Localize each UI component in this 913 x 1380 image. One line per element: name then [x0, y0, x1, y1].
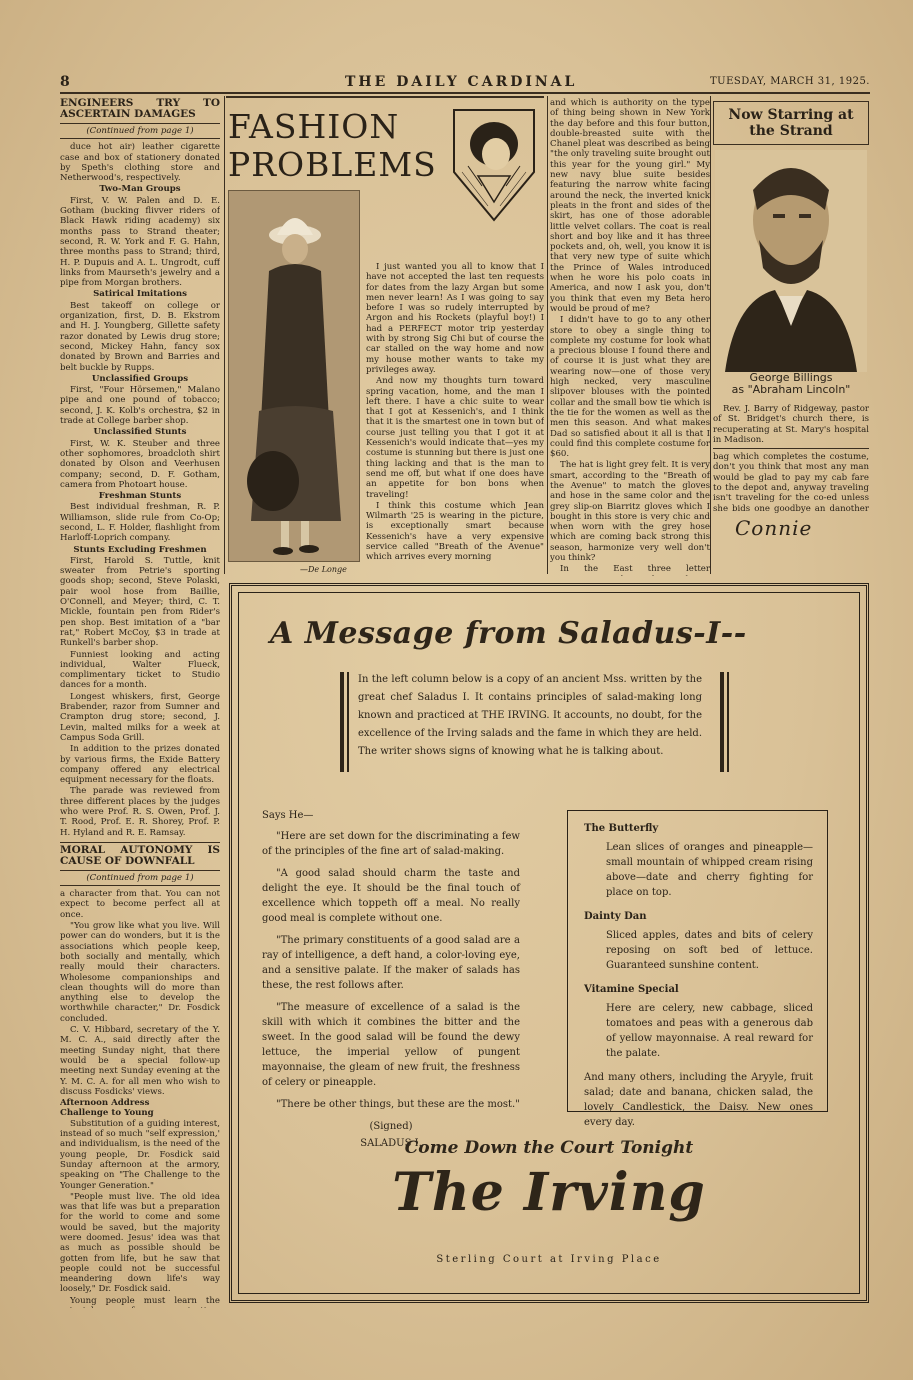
- article-paragraph: bag which completes the costume, don't you think that most any man would be glad to pay my cab fare to the depot and, anyway traveling isn't traveling for the co-ed unless she bids one goodbye an danother: [713, 452, 869, 514]
- article-paragraph: Best takeoff on college or organization, first, D. B. Ekstrom and H. J. Youngberg, Gillette safety razor donated by Lewis drug store; second, Mickey Hahn, fancy sox donated by Brown and Barries and belt buckle by Rupps.: [60, 300, 220, 373]
- article-paragraph: Rev. J. Barry of Ridgeway, pastor of St. Bridget's church there, is recuperating at St. Mary's hospital in Madison.: [713, 404, 869, 445]
- subhead: Two-Man Groups: [99, 184, 181, 195]
- column-engineers: [60, 98, 220, 1308]
- saladus-paragraph: "The measure of excellence of a salad is the skill with which it combines the bitter and the sweet. In the good salad will be found the dewy lettuce, the imperial yellow of pungent mayonnaise, the gleam of new fruit, the freshness of celery or pineapple.: [262, 1002, 520, 1088]
- subhead: Challenge to Young: [60, 1108, 154, 1119]
- article-paragraph: Best individual freshman, R. P. Williamson, slide rule from Co-Op; second, L. F. Holder, flashlight from Harloff-Loprich company.: [60, 502, 220, 544]
- article-paragraph: First, "Four Hörsemen," Malano pipe and one pound of tobacco; second, J. K. Kolb's orchestra, $2 in trade at College barber shop.: [60, 385, 220, 427]
- article-paragraph: Young people must learn the: [70, 1295, 220, 1306]
- issue-date: TUESDAY, MARCH 31, 1925.: [709, 76, 870, 87]
- column-fashion-continued: [550, 98, 710, 576]
- article-paragraph: First, V. W. Palen and D. E. Gotham (bucking flivver riders of Black Hawk riding academy) six months pass to Strand theater; second, R. W. York and F. G. Hahn, three months pass to Strand; third, H. P. Dupuis and A. L. Ungrodt, cuff links from Maurseth's jewelry and a pipe from Morgan brothers.: [60, 195, 220, 289]
- page-number: 8: [60, 74, 70, 90]
- ad-title: A Message from Saladus-I--: [270, 616, 747, 651]
- recipe-description: Sliced apples, dates and bits of celery reposing on soft bed of lettuce. Guaranteed sunshine content.: [606, 930, 813, 971]
- saladus-paragraph: "A good salad should charm the taste and delight the eye. It should be the final touch of excellence which toppeth off a meal. No really good meal is complete without one.: [262, 868, 520, 924]
- article-paragraph: Substitution of a guiding interest, instead of so much "self expression,' and individualism, is the need of the young people, Dr. Fosdick said Sunday afternoon at the armory, speaking on "The Challenge to the Younger Generation.": [60, 1118, 220, 1191]
- saladus-paragraph: "There be other things, but these are the most.": [276, 1099, 520, 1110]
- article-paragraph: Longest whiskers, first, George Brabender, razor from Sumner and Crampton drug store; second, J. Levin, malted milks for a week at Campus Soda Grill.: [60, 691, 220, 743]
- article-paragraph: In the East three letter: [560, 564, 710, 575]
- lincoln-portrait-image: [715, 150, 867, 402]
- article-paragraph: "You grow like what you live. Will power can do wonders, but it is the associations which people keep, both socially and mentally, which really mould their characters. Wholesome companionships and clean thoughts will do more than anything else to develop the worthwhile character," Dr. Fosdick concluded.: [60, 921, 220, 1024]
- woman-figure-image: [229, 191, 360, 562]
- saladus-paragraph: "The primary constituents of a good salad are a ray of intelligence, a deft hand, a color-loving eye, and a sensitive palate. If the maker of salads has these, the rest follows after.: [262, 935, 520, 991]
- subhead: Unclassified Groups: [91, 373, 189, 384]
- article-paragraph: a character from that. You can not expect to become perfect all at once.: [60, 889, 220, 920]
- now-starring-box: Now Starring at the Strand: [713, 101, 869, 145]
- fashion-emblem-icon: [448, 102, 540, 224]
- subhead: Stunts Excluding Freshmen: [73, 544, 207, 555]
- ad-bar: [727, 672, 729, 772]
- column-divider: [547, 96, 548, 574]
- article-paragraph: C. V. Hibbard, secretary of the Y. M. C. A., said directly after the meeting Sunday night, that there would be a special follow-up meeting next Sunday evening at the Y. M. C. A. for all men who wish to discuss Fosdicks' views.: [60, 1025, 220, 1097]
- running-header: [60, 74, 870, 92]
- recipe-name: The Butterfly: [584, 823, 659, 834]
- ad-bar: [347, 672, 349, 772]
- article-paragraph: I just wanted you all to know that I have not accepted the last ten requests for dates from the lazy Argan but some men never learn! As I was going to say before I was so rudely interrupted by Argon and his Rockets (playful boy!) I had a PERFECT motor trip yesterday with by strong Sig Chi but of course the car stalled on the way home and now my house mother wants to take my privileges away.: [366, 262, 544, 375]
- fashion-title-line: PROBLEMS: [228, 145, 437, 184]
- signer-name: SALADUS I.: [360, 1138, 422, 1149]
- divider: [713, 448, 869, 449]
- come-down-line: Come Down the Court Tonight: [404, 1138, 694, 1158]
- irving-logo: The Irving: [392, 1162, 706, 1223]
- column-fashion-text: [366, 262, 544, 572]
- ad-bar: [720, 672, 724, 772]
- column-divider: [710, 96, 711, 574]
- article-paragraph: The parade was reviewed from three different places by the judges who were Prof. R. S. Owen, Prof. J. T. Rood, Prof. E. R. Shorey, Prof. P. H. Hyland and R. E. Ramsay.: [60, 786, 220, 838]
- saladus-paragraph: "Here are set down for the discriminating a few of the principles of the fine art of salad-making.: [262, 831, 520, 857]
- signed-note: (Signed): [369, 1121, 413, 1132]
- ad-bar: [340, 672, 344, 772]
- more-salads: And many others, including the Aryyle, fruit salad; date and banana, chicken salad, the lovely Candlestick, the Daisy. New ones every day.: [584, 1072, 813, 1128]
- header-rule: [60, 92, 870, 94]
- article-paragraph: "People must live. The old idea was that life was but a preparation for the world to come and some would be saved, but the majority were doomed. Jesus' idea was that as much as possible should be gotten from life, but he saw that people could not be successful meandering down life's way loosely," Dr. Fosdick said.: [60, 1191, 220, 1295]
- article-paragraph: I didn't have to go to any other store to obey a single thing to complete my costume for look what a precious blouse I found there and of course it is just what they are wearing now—one of those very high necked, very masculine slipover blouses with the pointed collar and the small bow tie which is the tie for the women as well as the men this season. And what makes Dad so satisfied about it all is that I could find this complete costume for $60.: [550, 315, 710, 460]
- continued-note: (Continued from page 1): [60, 870, 220, 886]
- caption-line: George Billings: [749, 371, 833, 384]
- headline-engineers: ENGINEERS TRY TO ASCERTAIN DAMAGES: [60, 98, 220, 120]
- column-notes: [713, 404, 869, 514]
- recipe-box: [567, 810, 828, 1128]
- photo-credit: —De Longe: [300, 565, 347, 574]
- paper-name: THE DAILY CARDINAL: [345, 74, 578, 90]
- fashion-title-line: FASHION: [228, 107, 400, 146]
- caption-line: as "Abraham Lincoln": [731, 383, 851, 396]
- subhead: Freshman Stunts: [98, 491, 182, 502]
- recipe-description: Here are celery, new cabbage, sliced tomatoes and peas with a generous dab of yellow mayonnaise. A real reward for the palate.: [606, 1003, 813, 1059]
- subhead: Satirical Imitations: [93, 289, 187, 300]
- article-paragraph: First, W. K. Steuber and three other sophomores, broadcloth shirt donated by Olson and Veerhusen company; second, D. F. Gotham, camera from Photoart house.: [60, 438, 220, 490]
- portrait-caption: [715, 372, 867, 396]
- subhead: Unclassified Stunts: [93, 427, 187, 438]
- says-he: Says He—: [262, 810, 314, 821]
- subhead: Afternoon Address: [60, 1098, 150, 1109]
- headline-moral-autonomy: MORAL AUTONOMY IS CAUSE OF DOWNFALL: [60, 843, 220, 867]
- article-paragraph: Funniest looking and acting individual, Walter Flueck, complimentary ticket to Studio dances for a month.: [60, 649, 220, 691]
- recipe-name: Vitamine Special: [584, 984, 679, 995]
- irving-advertisement: [229, 583, 869, 1303]
- recipe-name: Dainty Dan: [584, 911, 647, 922]
- ad-intro: In the left column below is a copy of an ancient Mss. written by the great chef Saladus I. It contains principles of salad-making long known and practiced at THE IRVING. It accounts, no doubt, for the excellence of the Irving salads and the fame in which they are held. The writer shows signs of knowing what he is talking about.: [358, 674, 702, 757]
- article-paragraph: First, Harold S. Tuttle, knit sweater from Petrie's sporting goods shop; second, Steve Polaski, pair wool hose from Baillie, O'Connell, and Meyer; third, C. T. Mickle, fountain pen from Rider's pen shop. Best imitation of a "bar rat," Robert McCoy, $3 in trade at Runkell's barber shop.: [60, 555, 220, 649]
- fashion-title: [228, 108, 437, 184]
- irving-address: Sterling Court at Irving Place: [436, 1254, 662, 1265]
- continued-note: (Continued from page 1): [60, 123, 220, 139]
- saladus-text: [262, 808, 520, 1153]
- article-paragraph: I think this costume which Jean Wilmarth '25 is wearing in the picture, is exceptionally smart because Kessenich's have a very expensive service called "Breath of the Avenue" which arrives every morning: [366, 500, 544, 563]
- recipe-description: Lean slices of oranges and pineapple—small mountain of whipped cream rising above—date and cherry fighting for place on top.: [606, 842, 813, 898]
- article-paragraph: duce hot air) leather cigarette case and box of stationery donated by Speth's clothing store and Netherwood's, respectively.: [60, 142, 220, 184]
- article-paragraph: and which is authority on the type of thing being shown in New York the day before and this four button, double-breasted suite with the Chanel pleat was described as being "the only traveling suite brought out this year for the young girl." My new navy blue suite besides featuring the narrow white facing around the neck, the inverted knick pleats in the front and sides of the skirt, has one of those adorable little velvet collars. The coat is real short and boy like and it has three pockets and, oh, well, you know it is that very new type of suite which the Prince of Wales introduced when he wore his polo coats in America, and now I ask you, don't you think that even my Beta hero would be proud of me?: [550, 98, 710, 314]
- fashion-photo: [228, 190, 360, 562]
- author-signature: Connie: [735, 516, 813, 540]
- article-paragraph: And now my thoughts turn toward spring vacation, home, and the man I left there. I have a chic suite to wear that I got at Kessenich's, and I think that it is the smartest one in town but of course just telling you that I got it at Kessenich's would indicate that—yes my costume is stunning but there is just one thing lacking and that is the man to send me off, but what if one does have an appetite for bon bons when traveling!: [366, 376, 544, 500]
- article-paragraph: In addition to the prizes donated by various firms, the Exide Battery company offered any electrical equipment necessary for the floats.: [60, 744, 220, 786]
- column-divider: [224, 96, 225, 574]
- article-paragraph: The hat is light grey felt. It is very smart, according to the "Breath of the Avenue" to match the gloves and hose in the same color and the grey slip-on Biarritz gloves which I bought in this store is very chic and when worn with the grey hose which are coming back strong this season, harmonize very well don't you think?: [550, 460, 710, 564]
